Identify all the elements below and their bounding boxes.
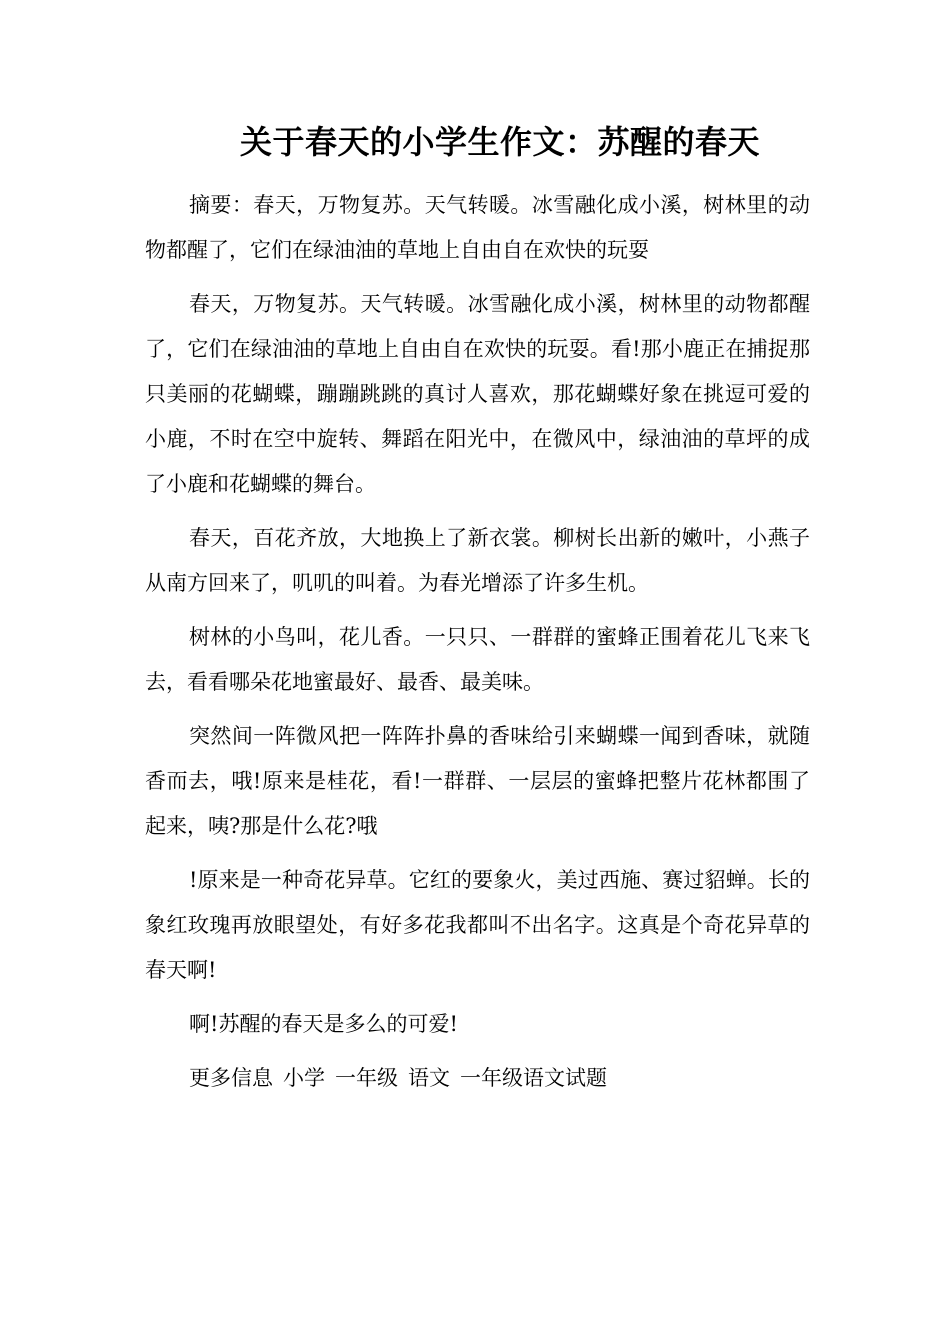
tag-link[interactable]: 语文 — [408, 1066, 450, 1090]
paragraph-3: 树林的小鸟叫，花儿香。一只只、一群群的蜜蜂正围着花儿飞来飞去，看看哪朵花地蜜最好、最香、最美味。 — [145, 625, 810, 694]
abstract-paragraph: 摘要：春天，万物复苏。天气转暖。冰雪融化成小溪，树林里的动物都醒了，它们在绿油油的草地上自由自在欢快的玩耍 — [145, 193, 810, 262]
paragraph-6: 啊!苏醒的春天是多么的可爱! — [189, 1012, 458, 1036]
more-info-label: 更多信息 — [189, 1066, 273, 1090]
document-body — [145, 183, 810, 1101]
more-info-line — [145, 1056, 810, 1101]
document-title: 关于春天的小学生作文：苏醒的春天 — [240, 123, 761, 161]
paragraph-1: 春天，万物复苏。天气转暖。冰雪融化成小溪，树林里的动物都醒了，它们在绿油油的草地上自由自在欢快的玩耍。看!那小鹿正在捕捉那只美丽的花蝴蝶，蹦蹦跳跳的真讨人喜欢，那花蝴蝶好象在挑逗可爱的小鹿，不时在空中旋转、舞蹈在阳光中，在微风中，绿油油的草坪的成了小鹿和花蝴蝶的舞台。 — [145, 292, 810, 496]
paragraph-2: 春天，百花齐放，大地换上了新衣裳。柳树长出新的嫩叶，小燕子从南方回来了，叽叽的叫着。为春光增添了许多生机。 — [145, 526, 810, 595]
paragraph-4: 突然间一阵微风把一阵阵扑鼻的香味给引来蝴蝶一闻到香味，就随香而去，哦!原来是桂花，看!一群群、一层层的蜜蜂把整片花林都围了起来，咦?那是什么花?哦 — [145, 724, 810, 838]
paragraph-5: !原来是一种奇花异草。它红的要象火，美过西施、赛过貂蝉。长的象红玫瑰再放眼望处，有好多花我都叫不出名字。这真是个奇花异草的春天啊! — [145, 868, 810, 982]
tag-link[interactable]: 小学 — [283, 1066, 325, 1090]
tag-link[interactable]: 一年级语文试题 — [460, 1066, 607, 1090]
tag-link[interactable]: 一年级 — [335, 1066, 398, 1090]
